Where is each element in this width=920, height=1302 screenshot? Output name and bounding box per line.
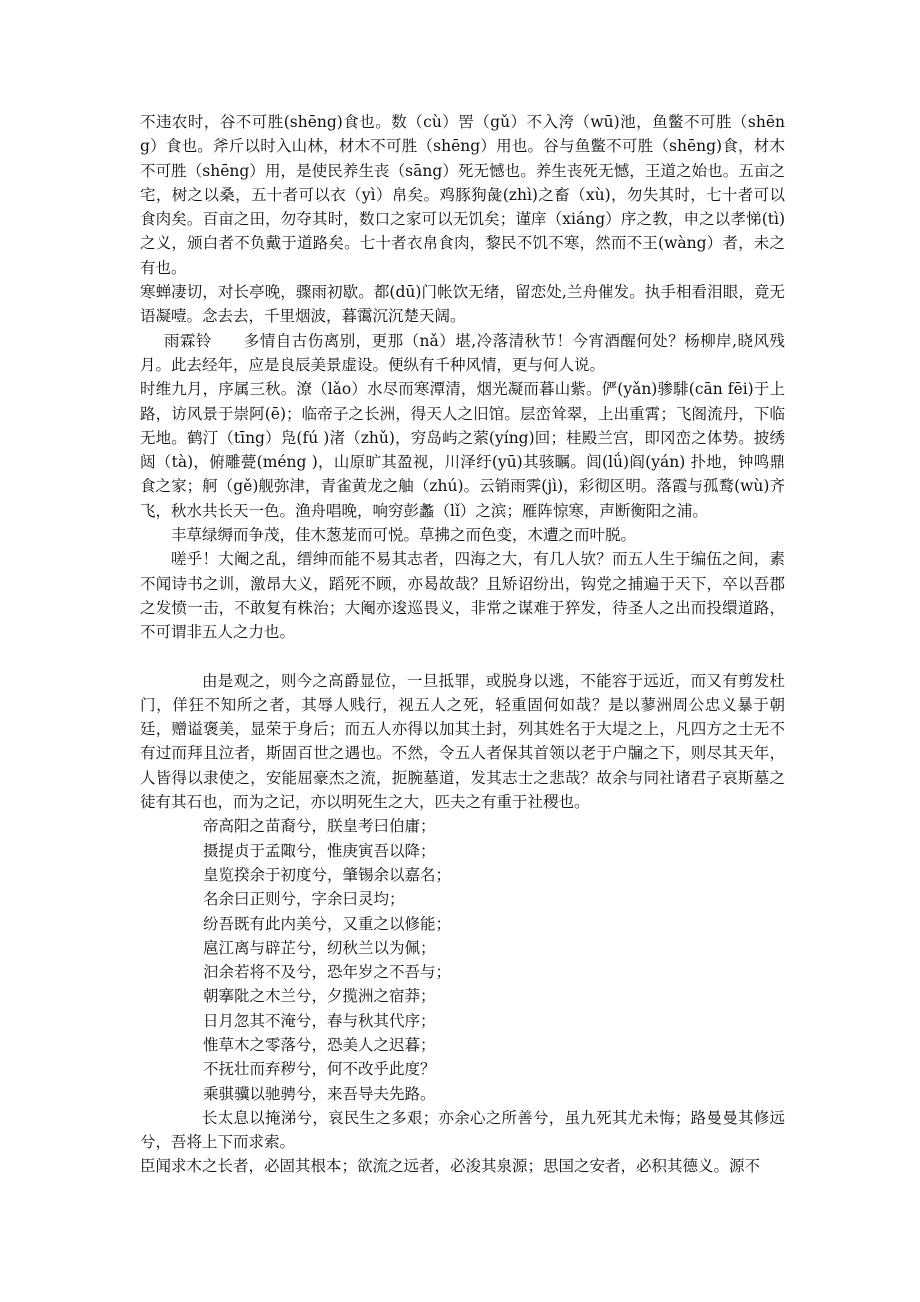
poem-line: 帝高阳之苗裔兮，朕皇考曰伯庸； — [203, 817, 436, 836]
blank-line — [140, 645, 785, 669]
paragraph-wuren-1: 嗟乎！大阉之乱，缙绅而能不易其志者，四海之大，有几人欤？而五人生于编伍之间，素不闻诗书之训，激昂大义，蹈死不顾，亦曷故哉？且矫诏纷出，钩党之捕遍于天下，卒以吾郡之发愤一击，不敢复有株治；大阉亦逡巡畏义，非常之谋难于猝发，待圣人之出而投缳道路，不可谓非五人之力也。 — [140, 550, 785, 642]
poem-line: 日月忽其不淹兮，春与秋其代序； — [203, 1011, 436, 1030]
paragraph-jianshu: 臣闻求木之长者，必固其根本；欲流之远者，必浚其泉源；思国之安者，必积其德义。源不 — [140, 1157, 761, 1176]
paragraph-mencius: 不违农时，谷不可胜(shēng)食也。数（cù）罟（gǔ）不入洿（wū)池，鱼鳖不可胜（shēng）食也。斧斤以时入山林，材木不可胜（shēng）用也。谷与鱼鳖不可胜（shēng)食，材木不可胜（shēng）用，是使民养生丧（sāng）死无憾也。养生丧死无憾，王道之始也。五亩之宅，树之以桑，五十者可以衣（yì）帛矣。鸡豚狗彘(zhì)之畜（xù)，勿失其时，七十者可以食肉矣。百亩之田，勿夺其时，数口之家可以无饥矣；谨庠（xiáng）序之教，申之以孝悌(tì)之义，颁白者不负戴于道路矣。七十者衣帛食肉，黎民不饥不寒，然而不王(wàng）者，未之有也。 — [140, 113, 785, 277]
poem-line: 名余曰正则兮，字余曰灵均； — [203, 890, 405, 909]
poem-line: 汩余若将不及兮，恐年岁之不吾与； — [203, 963, 452, 982]
paragraph-lisao-taixi: 长太息以掩涕兮，哀民生之多艰；亦余心之所善兮，虽九死其尤未悔；路曼曼其修远兮，吾将上下而求索。 — [140, 1108, 785, 1152]
poem-line: 乘骐骥以驰骋兮，来吾导夫先路。 — [203, 1084, 436, 1103]
poem-lisao — [140, 814, 785, 1106]
paragraph-yulinling-1: 寒蝉凄切，对长亭晚，骤雨初歇。都(dū)门帐饮无绪，留恋处,兰舟催发。执手相看泪眼，竟无语凝噎。念去去，千里烟波，暮霭沉沉楚天阔。 — [140, 283, 785, 326]
poem-line: 摄提贞于孟陬兮，惟庚寅吾以降； — [203, 841, 436, 860]
paragraph-tengwang: 时维九月，序属三秋。潦（lǎo）水尽而寒潭清，烟光凝而暮山紫。俨(yǎn)骖騑(cān fēi)于上路，访风景于崇阿(ē)；临帝子之长洲，得天人之旧馆。层峦耸翠，上出重霄；飞阁流丹，下临无地。鹤汀（tīng）凫(fú )渚（zhǔ)，穷岛屿之萦(yíng)回；桂殿兰宫，即冈峦之体势。披绣闼（tà)，俯雕甍(méng )，山原旷其盈视，川泽纡(yū)其骇瞩。闾(lǘ)阎(yán) 扑地，钟鸣鼎食之家；舸（gě)舰弥津，青雀黄龙之舳（zhú)。云销雨霁(jì)，彩彻区明。落霞与孤鹜(wù)齐飞，秋水共长天一色。渔舟唱晚，响穷彭蠡（lǐ）之滨；雁阵惊寒，声断衡阳之浦。 — [140, 380, 785, 520]
poem-line: 惟草木之零落兮，恐美人之迟暮； — [203, 1035, 436, 1054]
poem-line: 皇览揆余于初度兮，肇锡余以嘉名； — [203, 865, 452, 884]
document-page — [140, 110, 785, 1179]
poem-line: 不抚壮而弃秽兮，何不改乎此度？ — [203, 1060, 436, 1079]
paragraph-wuren-2: 由是观之，则今之高爵显位，一旦抵罪，或脱身以逃，不能容于远近，而又有剪发杜门，佯狂不知所之者，其辱人贱行，视五人之死，轻重固何如哉？是以蓼洲周公忠义暴于朝廷，赠谥褒美，显荣于身后；而五人亦得以加其土封，列其姓名于大堤之上，凡四方之士无不有过而拜且泣者，斯固百世之遇也。不然，令五人者保其首领以老于户牖之下，则尽其天年，人皆得以隶使之，安能屈豪杰之流，扼腕墓道，发其志士之悲哉？故余与同社诸君子哀斯墓之徒有其石也，而为之记，亦以明死生之大，匹夫之有重于社稷也。 — [140, 671, 785, 812]
poem-line: 扈江离与辟芷兮，纫秋兰以为佩； — [203, 938, 436, 957]
poem-line: 纷吾既有此内美兮，又重之以修能； — [203, 914, 452, 933]
paragraph-yulinling-2: 雨霖铃 多情自古伤离别，更那（nǎ）堪,冷落清秋节！今宵酒醒何处？杨柳岸,晓风残月。此去经年，应是良辰美景虚设。便纵有千种风情，更与何人说。 — [140, 331, 785, 374]
poem-line: 朝搴阰之木兰兮，夕揽洲之宿莽； — [203, 987, 436, 1006]
paragraph-qiusheng: 丰草绿缛而争茂，佳木葱茏而可悦。草拂之而色变，木遭之而叶脱。 — [171, 526, 637, 545]
